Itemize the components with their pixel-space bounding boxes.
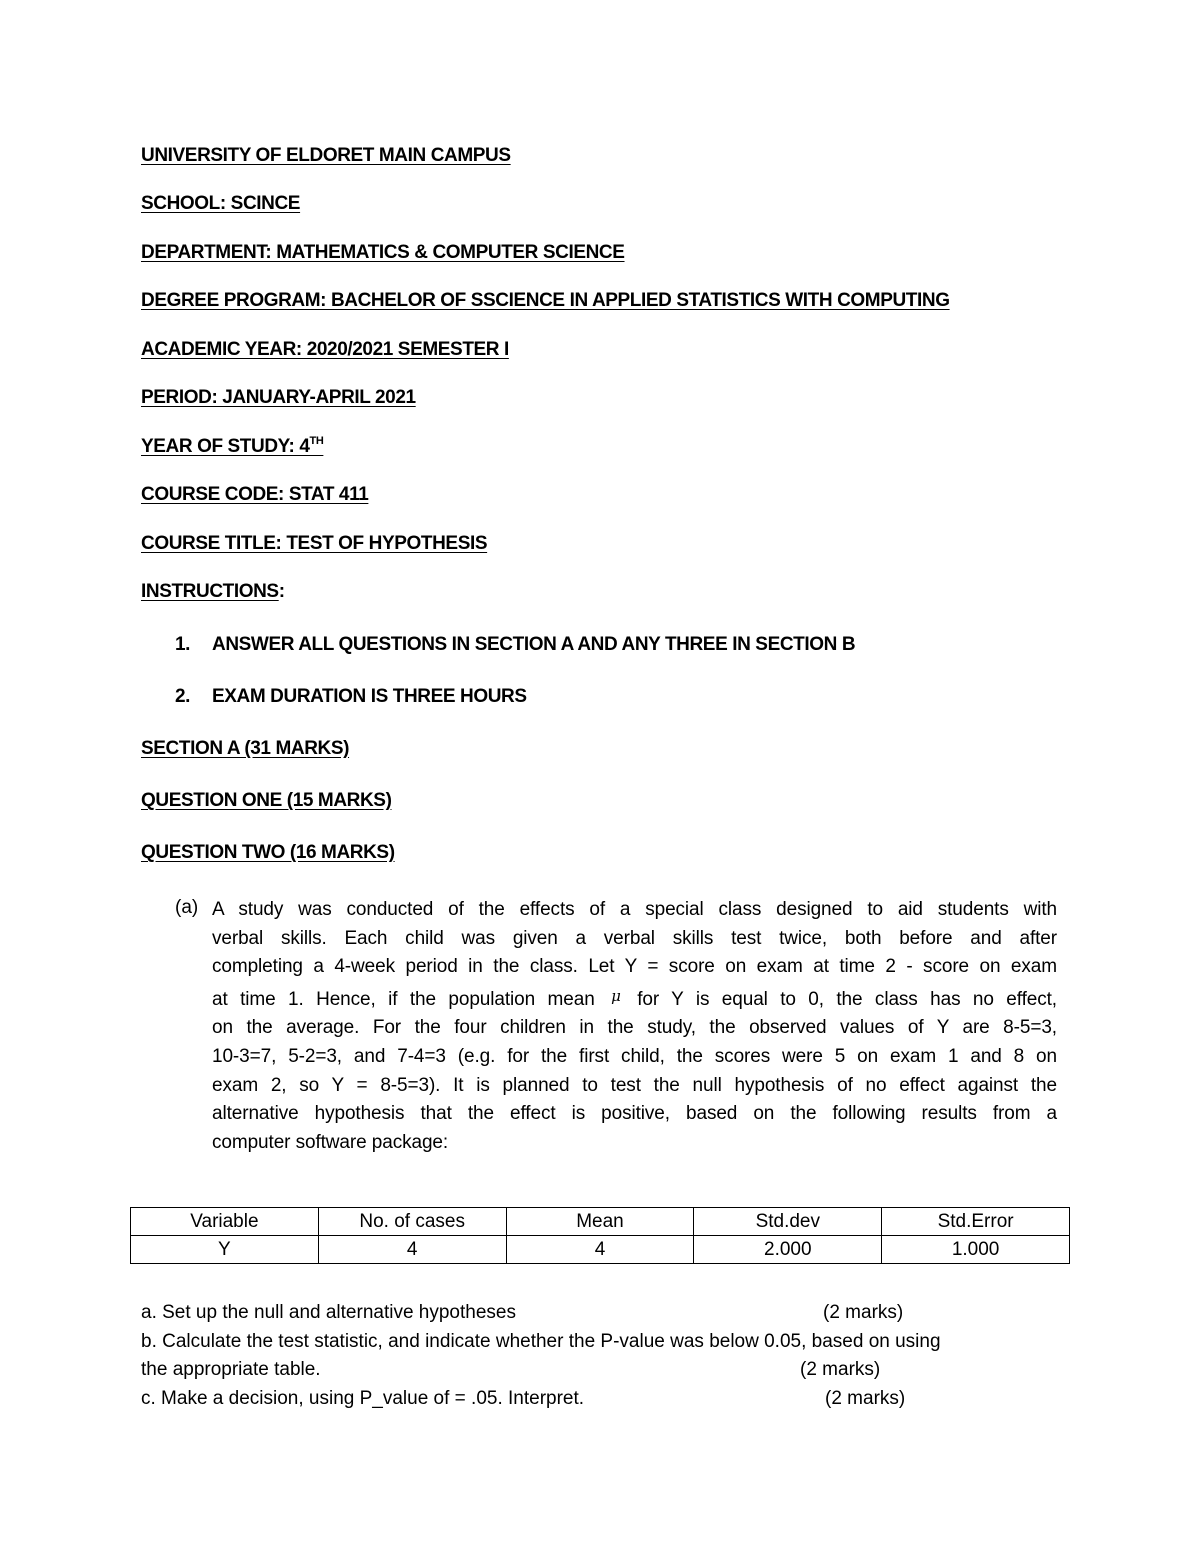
task-item-b [141, 1328, 1061, 1357]
department-line: DEPARTMENT: MATHEMATICS & COMPUTER SCIENCE [141, 242, 625, 263]
table-header-cell: Mean [506, 1208, 694, 1236]
part-a-label: (a) [175, 897, 199, 918]
paragraph-line [212, 982, 1057, 1015]
question-two-heading: QUESTION TWO (16 MARKS) [141, 842, 395, 863]
task-marks: (2 marks) [800, 1359, 881, 1380]
table-cell: 4 [318, 1236, 506, 1264]
task-text: a. Set up the null and alternative hypotheses [141, 1302, 516, 1323]
instruction-item [175, 685, 527, 709]
results-table [130, 1207, 1070, 1264]
instruction-text: EXAM DURATION IS THREE HOURS [212, 686, 527, 707]
instruction-text: ANSWER ALL QUESTIONS IN SECTION A AND ANY THREE IN SECTION B [212, 634, 856, 655]
instruction-item [175, 633, 855, 657]
question-one-heading: QUESTION ONE (15 MARKS) [141, 790, 392, 811]
table-header-cell: No. of cases [318, 1208, 506, 1236]
paragraph-line: alternative hypothesis that the effect is positive, based on the following results from a [212, 1103, 1057, 1125]
paragraph-line: on the average. For the four children in the study, the observed values of Y are 8-5=3, [212, 1017, 1057, 1039]
course-code-line: COURSE CODE: STAT 411 [141, 484, 369, 505]
course-title-line: COURSE TITLE: TEST OF HYPOTHESIS [141, 533, 488, 554]
table-cell: 1.000 [882, 1236, 1070, 1264]
year-of-study-suffix: TH [309, 435, 324, 447]
instruction-number: 1. [175, 634, 191, 655]
paragraph-line: 10-3=7, 5-2=3, and 7-4=3 (e.g. for the first child, the scores were 5 on exam 1 and 8 on [212, 1045, 1057, 1067]
table-cell: Y [131, 1236, 319, 1264]
paragraph-line: completing a 4-week period in the class. Let Y = score on exam at time 2 - score on exam [212, 956, 1057, 978]
task-text-continued: the appropriate table. [141, 1359, 321, 1380]
paragraph-line: computer software package: [212, 1131, 449, 1153]
instructions-label: INSTRUCTIONS [141, 581, 279, 602]
instruction-number: 2. [175, 686, 191, 707]
table-cell: 2.000 [694, 1236, 882, 1264]
task-text: b. Calculate the test statistic, and indicate whether the P-value was below 0.05, based on using [141, 1330, 941, 1352]
table-header-cell: Variable [131, 1208, 319, 1236]
paragraph-line-end: for Y is equal to 0, the class has no effect, [637, 988, 1057, 1010]
table-header-cell: Std.dev [694, 1208, 882, 1236]
degree-program-line: DEGREE PROGRAM: BACHELOR OF SSCIENCE IN APPLIED STATISTICS WITH COMPUTING [141, 290, 950, 311]
instructions-heading [141, 580, 285, 604]
task-marks: (2 marks) [825, 1387, 906, 1409]
table-header-cell: Std.Error [882, 1208, 1070, 1236]
task-item-c [141, 1385, 1061, 1414]
paragraph-line-start: at time 1. Hence, if the population mean [212, 988, 595, 1010]
task-item-a [141, 1299, 1061, 1328]
task-text: c. Make a decision, using P_value of = .05. Interpret. [141, 1387, 585, 1409]
table-header-row [131, 1208, 1070, 1236]
task-marks: (2 marks) [823, 1302, 904, 1323]
task-item-b-continued [141, 1356, 1061, 1385]
paragraph-line: exam 2, so Y = 8-5=3). It is planned to test the null hypothesis of no effect against the [212, 1074, 1057, 1096]
year-of-study-text: YEAR OF STUDY: 4 [141, 436, 310, 457]
table-row [131, 1236, 1070, 1264]
instructions-colon: : [278, 581, 285, 602]
table-cell: 4 [506, 1236, 694, 1264]
year-of-study-line [141, 435, 323, 459]
university-name: UNIVERSITY OF ELDORET MAIN CAMPUS [141, 145, 511, 166]
paragraph-line: verbal skills. Each child was given a verbal skills test twice, both before and after [212, 927, 1057, 949]
period-line: PERIOD: JANUARY-APRIL 2021 [141, 387, 416, 408]
paragraph-line: A study was conducted of the effects of a special class designed to aid students with [212, 899, 1057, 920]
mu-symbol: μ [611, 986, 621, 1005]
academic-year-line: ACADEMIC YEAR: 2020/2021 SEMESTER I [141, 339, 509, 360]
school-line: SCHOOL: SCINCE [141, 193, 301, 214]
task-list [141, 1299, 1061, 1413]
part-a-paragraph [212, 896, 1057, 1157]
section-a-heading: SECTION A (31 MARKS) [141, 738, 350, 759]
